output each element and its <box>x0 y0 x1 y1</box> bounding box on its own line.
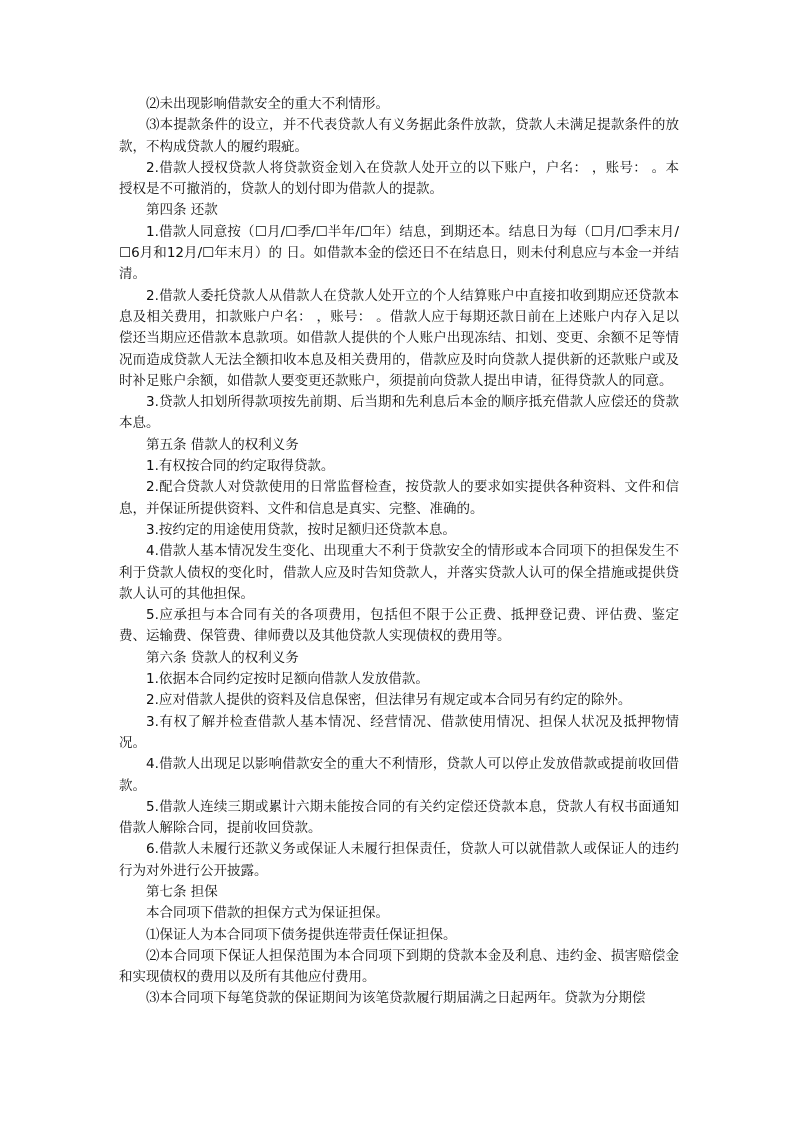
paragraph: 5.借款人连续三期或累计六期未能按合同的有关约定偿还贷款本息，贷款人有权书面通知借款人解除合同，提前收回贷款。 <box>119 798 679 837</box>
paragraph: ⑵未出现影响借款安全的重大不利情形。 <box>146 96 389 112</box>
paragraph: 2.借款人委托贷款人从借款人在贷款人处开立的个人结算账户中直接扣收到期应还贷款本息及相关费用，扣款账户户名： ，账号： 。借款人应于每期还款日前在上述账户内存入足以偿还当期应还借款本息款项。如借款人提供的个人账户出现冻结、扣划、变更、余额不足等情况而造成贷款人无法全额扣收本息及相关费用的，借款应及时向贷款人提供新的还款账户或及时补足账户余额，如借款人要变更还款账户，须提前向贷款人提出申请，征得贷款人的同意。 <box>119 287 679 389</box>
article-heading-4: 第四条 还款 <box>146 202 218 219</box>
paragraph: 4.借款人出现足以影响借款安全的重大不利情形，贷款人可以停止发放借款或提前收回借款。 <box>119 756 679 794</box>
paragraph: 1.借款人同意按（☐月/☐季/☐半年/☐年）结息，到期还本。结息日为每（☐月/☐季末月/☐6月和12月/☐年末月）的 日。如借款本金的偿还日不在结息日，则未付利息应与本金一并结清。 <box>119 223 679 283</box>
article-heading-6: 第六条 贷款人的权利义务 <box>146 649 299 666</box>
paragraph: ⑶本提款条件的设立，并不代表贷款人有义务据此条件放款，贷款人未满足提款条件的放款，不构成贷款人的履约瑕疵。 <box>119 117 679 155</box>
paragraph: 3.有权了解并检查借款人基本情况、经营情况、借款使用情况、担保人状况及抵押物情况。 <box>119 713 679 751</box>
article-heading-5: 第五条 借款人的权利义务 <box>146 436 299 453</box>
paragraph: 3.按约定的用途使用贷款，按时足额归还贷款本息。 <box>146 521 456 538</box>
paragraph: ⑴保证人为本合同项下债务提供连带责任保证担保。 <box>146 926 457 943</box>
paragraph: 本合同项下借款的担保方式为保证担保。 <box>146 905 389 922</box>
paragraph: 6.借款人未履行还款义务或保证人未履行担保责任，贷款人可以就借款人或保证人的违约行为对外进行公开披露。 <box>119 841 679 879</box>
paragraph: ⑵本合同项下保证人担保范围为本合同项下到期的贷款本金及利息、违约金、损害赔偿金和实现债权的费用以及所有其他应付费用。 <box>119 947 679 986</box>
paragraph: 2.借款人授权贷款人将贷款资金划入在贷款人处开立的以下账户，户名： ，账号： 。本授权是不可撤消的，贷款人的划付即为借款人的提款。 <box>119 159 679 198</box>
paragraph: 2.应对借款人提供的资料及信息保密，但法律另有规定或本合同另有约定的除外。 <box>146 692 632 709</box>
document-page <box>119 94 679 1010</box>
paragraph: 5.应承担与本合同有关的各项费用，包括但不限于公正费、抵押登记费、评估费、鉴定费、运输费、保管费、律师费以及其他贷款人实现债权的费用等。 <box>119 607 679 645</box>
paragraph: 1.有权按合同的约定取得贷款。 <box>146 458 335 475</box>
paragraph: 3.贷款人扣划所得款项按先前期、后当期和先利息后本金的顺序抵充借款人应偿还的贷款本息。 <box>119 394 679 432</box>
paragraph: 1.依据本合同约定按时足额向借款人发放借款。 <box>146 671 429 688</box>
article-heading-7: 第七条 担保 <box>146 883 218 900</box>
paragraph: ⑶本合同项下每笔贷款的保证期间为该笔贷款履行期届满之日起两年。贷款为分期偿 <box>146 990 646 1007</box>
paragraph: 2.配合贷款人对贷款使用的日常监督检查，按贷款人的要求如实提供各种资料、文件和信息，并保证所提供资料、文件和信息是真实、完整、准确的。 <box>119 479 679 517</box>
paragraph: 4.借款人基本情况发生变化、出现重大不利于贷款安全的情形或本合同项下的担保发生不利于贷款人债权的变化时，借款人应及时告知贷款人，并落实贷款人认可的保全措施或提供贷款人认可的其他担保。 <box>119 543 679 602</box>
